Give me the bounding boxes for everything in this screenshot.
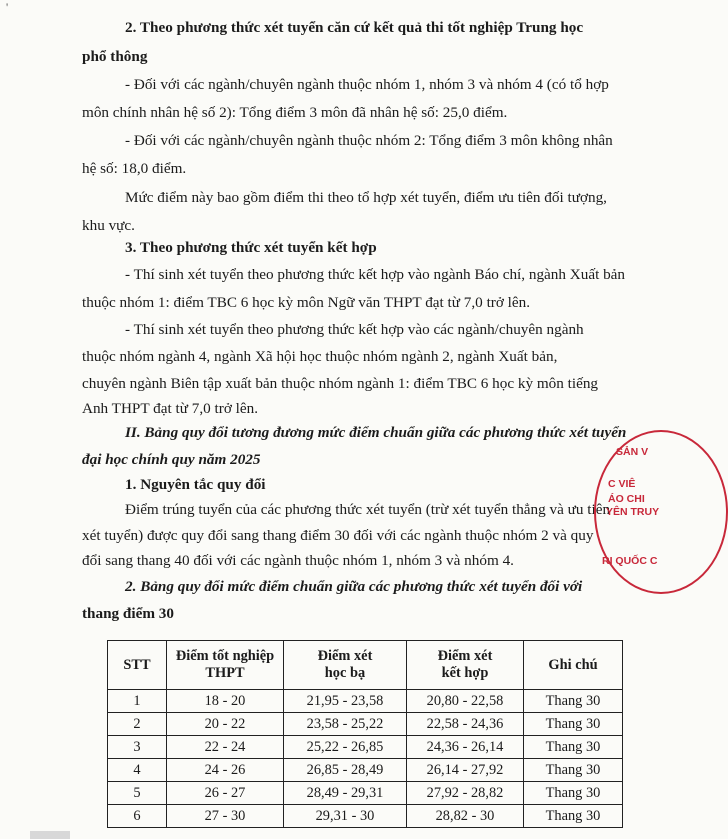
cell-combined-score: 24,36 - 26,14	[407, 736, 524, 759]
seal-text: RI QUỐC C	[602, 555, 658, 567]
section-3-bullet-2-line-4: Anh THPT đạt từ 7,0 trở lên.	[82, 400, 259, 417]
table-row	[108, 690, 623, 713]
cell-note: Thang 30	[524, 759, 623, 782]
official-seal-stamp	[594, 430, 728, 594]
header-text: Điểm tốt nghiệp	[175, 648, 275, 664]
header-text: Điểm xét	[317, 648, 373, 664]
section-3-bullet-2-line-1: - Thí sinh xét tuyển theo phương thức kết hợp vào các ngành/chuyên ngành	[125, 321, 584, 338]
table-row	[108, 736, 623, 759]
principle-paragraph-line-2: xét tuyển) được quy đổi sang thang điểm 30 đối với các ngành thuộc nhóm 2 và quy	[82, 527, 594, 544]
cell-combined-score: 20,80 - 22,58	[407, 690, 524, 713]
cell-note: Thang 30	[524, 690, 623, 713]
cell-stt: 1	[108, 690, 167, 713]
table-row	[108, 805, 623, 828]
header-text: Điểm xét	[437, 648, 493, 664]
cell-note: Thang 30	[524, 805, 623, 828]
cell-transcript-score: 25,22 - 26,85	[284, 736, 407, 759]
section-3-bullet-2-line-2: thuộc nhóm ngành 4, ngành Xã hội học thuộc nhóm ngành 2, ngành Xuất bản,	[82, 348, 558, 365]
cell-stt: 6	[108, 805, 167, 828]
seal-text: SẢN V	[616, 446, 649, 458]
section-2-bullet-2-line-1: - Đối với các ngành/chuyên ngành thuộc nhóm 2: Tổng điểm 3 môn không nhân	[125, 132, 613, 149]
score-conversion-table	[107, 640, 623, 828]
section-2-heading-line-1: 2. Theo phương thức xét tuyển căn cứ kết quả thi tốt nghiệp Trung học	[125, 19, 584, 36]
cell-graduation-score: 26 - 27	[167, 782, 284, 805]
section-2-heading-line-2: phổ thông	[82, 48, 148, 65]
section-ii-heading-line-2: đại học chính quy năm 2025	[82, 451, 261, 468]
cell-graduation-score: 27 - 30	[167, 805, 284, 828]
conversion-table-heading-line-2: thang điểm 30	[82, 605, 174, 622]
cell-combined-score: 27,92 - 28,82	[407, 782, 524, 805]
conversion-table-heading-line-1: 2. Bảng quy đổi mức điểm chuẩn giữa các phương thức xét tuyển đối với	[125, 578, 583, 595]
cell-transcript-score: 23,58 - 25,22	[284, 713, 407, 736]
section-3-bullet-1-line-2: thuộc nhóm 1: điểm TBC 6 học kỳ môn Ngữ văn THPT đạt từ 7,0 trở lên.	[82, 294, 531, 311]
header-text: học bạ	[324, 665, 366, 681]
principle-paragraph-line-3: đổi sang thang 40 đối với các ngành thuộc nhóm 1, nhóm 3 và nhóm 4.	[82, 552, 514, 569]
seal-text: C VIÊ	[608, 478, 636, 490]
cell-stt: 4	[108, 759, 167, 782]
section-3-bullet-1-line-1: - Thí sinh xét tuyển theo phương thức kết hợp vào ngành Báo chí, ngành Xuất bản	[125, 266, 626, 283]
cell-graduation-score: 24 - 26	[167, 759, 284, 782]
seal-text: ÁO CHI	[608, 493, 645, 505]
principle-subheading: 1. Nguyên tắc quy đổi	[125, 476, 266, 493]
cell-transcript-score: 26,85 - 28,49	[284, 759, 407, 782]
cell-combined-score: 26,14 - 27,92	[407, 759, 524, 782]
section-2-bullet-1-line-2: môn chính nhân hệ số 2): Tổng điểm 3 môn đã nhân hệ số: 25,0 điểm.	[82, 104, 508, 121]
cell-combined-score: 28,82 - 30	[407, 805, 524, 828]
header-combined-score	[407, 641, 524, 690]
header-graduation-score	[167, 641, 284, 690]
cell-stt: 2	[108, 713, 167, 736]
cell-stt: 5	[108, 782, 167, 805]
table-row	[108, 713, 623, 736]
table-row	[108, 759, 623, 782]
cell-note: Thang 30	[524, 713, 623, 736]
section-2-paragraph-line-2: khu vực.	[82, 217, 135, 234]
cell-note: Thang 30	[524, 736, 623, 759]
header-notes: Ghi chú	[524, 641, 623, 690]
cell-transcript-score: 28,49 - 29,31	[284, 782, 407, 805]
cell-graduation-score: 18 - 20	[167, 690, 284, 713]
section-2-bullet-1-line-1: - Đối với các ngành/chuyên ngành thuộc nhóm 1, nhóm 3 và nhóm 4 (có tổ hợp	[125, 76, 609, 93]
cell-transcript-score: 29,31 - 30	[284, 805, 407, 828]
header-text: kết hợp	[441, 665, 489, 681]
page-footer-mark	[30, 831, 70, 839]
header-text: THPT	[205, 665, 245, 681]
section-2-bullet-2-line-2: hệ số: 18,0 điểm.	[82, 160, 187, 177]
cell-transcript-score: 21,95 - 23,58	[284, 690, 407, 713]
corner-mark: '	[6, 0, 9, 14]
table-row	[108, 782, 623, 805]
cell-graduation-score: 22 - 24	[167, 736, 284, 759]
header-transcript-score	[284, 641, 407, 690]
seal-text: YÊN TRUY	[606, 506, 660, 518]
section-ii-heading-line-1: II. Bảng quy đổi tương đương mức điểm chuẩn giữa các phương thức xét tuyển	[125, 424, 627, 441]
section-3-heading: 3. Theo phương thức xét tuyển kết hợp	[125, 239, 377, 256]
section-3-bullet-2-line-3: chuyên ngành Biên tập xuất bản thuộc nhóm ngành 1: điểm TBC 6 học kỳ môn tiếng	[82, 375, 599, 392]
cell-graduation-score: 20 - 22	[167, 713, 284, 736]
cell-note: Thang 30	[524, 782, 623, 805]
principle-paragraph-line-1: Điểm trúng tuyển của các phương thức xét tuyển (trừ xét tuyển thẳng và ưu tiên	[125, 501, 611, 518]
table-header-row	[108, 641, 623, 690]
header-stt: STT	[108, 641, 167, 690]
section-2-paragraph-line-1: Mức điểm này bao gồm điểm thi theo tổ hợp xét tuyển, điểm ưu tiên đối tượng,	[125, 189, 607, 206]
cell-combined-score: 22,58 - 24,36	[407, 713, 524, 736]
cell-stt: 3	[108, 736, 167, 759]
